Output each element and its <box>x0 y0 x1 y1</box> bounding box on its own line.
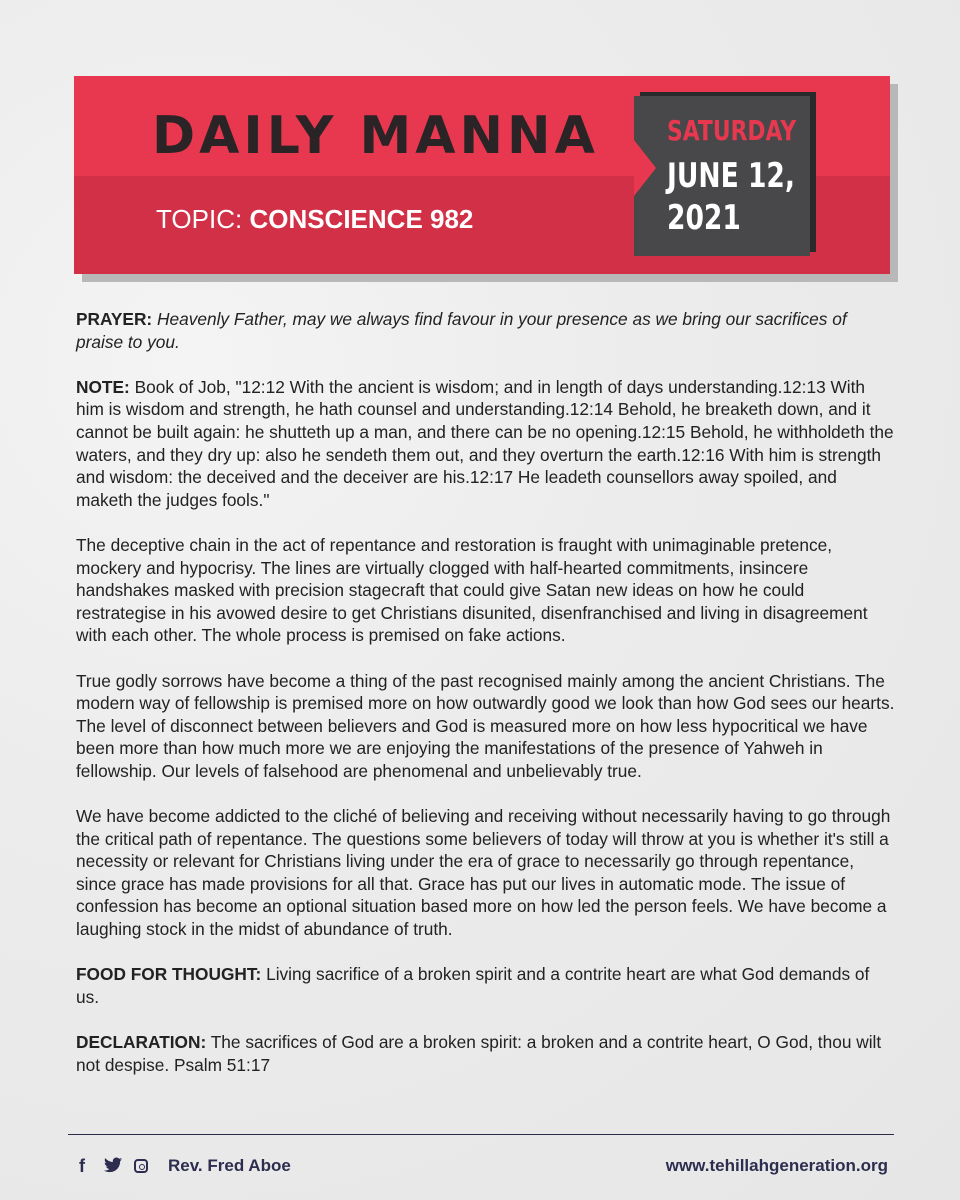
page-title: DAILY MANNA <box>152 106 599 166</box>
food-for-thought-text: Living sacrifice of a broken spirit and a contrite heart are what God demands of us. <box>76 964 870 1007</box>
footer <box>74 1156 890 1180</box>
date-month-day: JUNE 12, <box>667 156 795 196</box>
topic <box>156 204 473 235</box>
social-links <box>74 1156 291 1176</box>
note-section <box>76 376 896 512</box>
note-text: Book of Job, "12:12 With the ancient is wisdom; and in length of days understanding.12:13 With him is wisdom and strength, he hath counsel and understanding.12:14 Behold, he breaketh down, and it cannot be built again: he shutteth up a man, and there can be no opening.12:15 Behold, he withholdeth the waters, and they dry up: also he sendeth them out, and they overturn the earth.12:16 With him is strength and wisdom: the deceived and the deceiver are his.12:17 He leadeth counsellors away spoiled, and maketh the judges fools." <box>76 376 894 510</box>
author-name: Rev. Fred Aboe <box>168 1156 291 1175</box>
food-for-thought-section <box>76 963 896 1008</box>
devotional-content <box>76 308 896 1099</box>
prayer-section <box>76 308 896 353</box>
twitter-icon[interactable] <box>104 1157 120 1175</box>
topic-prefix: TOPIC: <box>156 204 250 234</box>
declaration-section <box>76 1031 896 1076</box>
paragraph-2: True godly sorrows have become a thing of the past recognised mainly among the ancient Christians. The modern way of fellowship is premised more on how outwardly good we look than how God sees our hearts. The level of disconnect between believers and God is measured more on how less hypocritical we have been more than how much more we are enjoying the manifestations of the presence of Yahweh in fellowship. Our levels of falsehood are phenomenal and unbelievably true. <box>76 670 895 781</box>
topic-title: CONSCIENCE 982 <box>249 204 474 234</box>
facebook-icon[interactable]: f <box>79 1156 85 1176</box>
instagram-icon[interactable] <box>134 1159 148 1173</box>
paragraph-1: The deceptive chain in the act of repentance and restoration is fraught with unimaginable pretence, mockery and hypocrisy. The lines are virtually clogged with half-hearted commitments, insincere handshakes masked with precision stagecraft that could give Satan new ideas on how he could restrategise in his avowed desire to get Christians disunited, disenfranchised and living in disagreement with each other. The whole process is premised on fake actions. <box>76 534 868 646</box>
website-link[interactable]: www.tehillahgeneration.org <box>665 1156 888 1175</box>
note-label: NOTE: <box>76 376 130 397</box>
paragraph-3: We have become addicted to the cliché of believing and receiving without necessarily having to go through the critical path of repentance. The questions some believers of today will throw at you is whether it's still a necessity or relevant for Christians living under the era of grace to necessarily go through repentance, since grace has made provisions for all that. Grace has put our lives in automatic mode. The issue of confession has become an optional situation based more on how led the person feels. We have become a laughing stock in the midst of abundance of truth. <box>76 806 891 940</box>
footer-divider <box>68 1134 894 1135</box>
prayer-label: PRAYER: <box>76 309 153 329</box>
declaration-text: The sacrifices of God are a broken spirit: a broken and a contrite heart, O God, thou wilt not despise. Psalm 51:17 <box>76 1032 882 1075</box>
date-year: 2021 <box>667 198 741 238</box>
declaration-label: DECLARATION: <box>76 1032 207 1052</box>
date-day: SATURDAY <box>667 114 797 147</box>
prayer-text: Heavenly Father, may we always find favour in your presence as we bring our sacrifices of praise to you. <box>76 309 847 352</box>
food-for-thought-label: FOOD FOR THOUGHT: <box>76 964 262 985</box>
header-banner <box>74 76 890 274</box>
date-notch <box>634 140 656 196</box>
